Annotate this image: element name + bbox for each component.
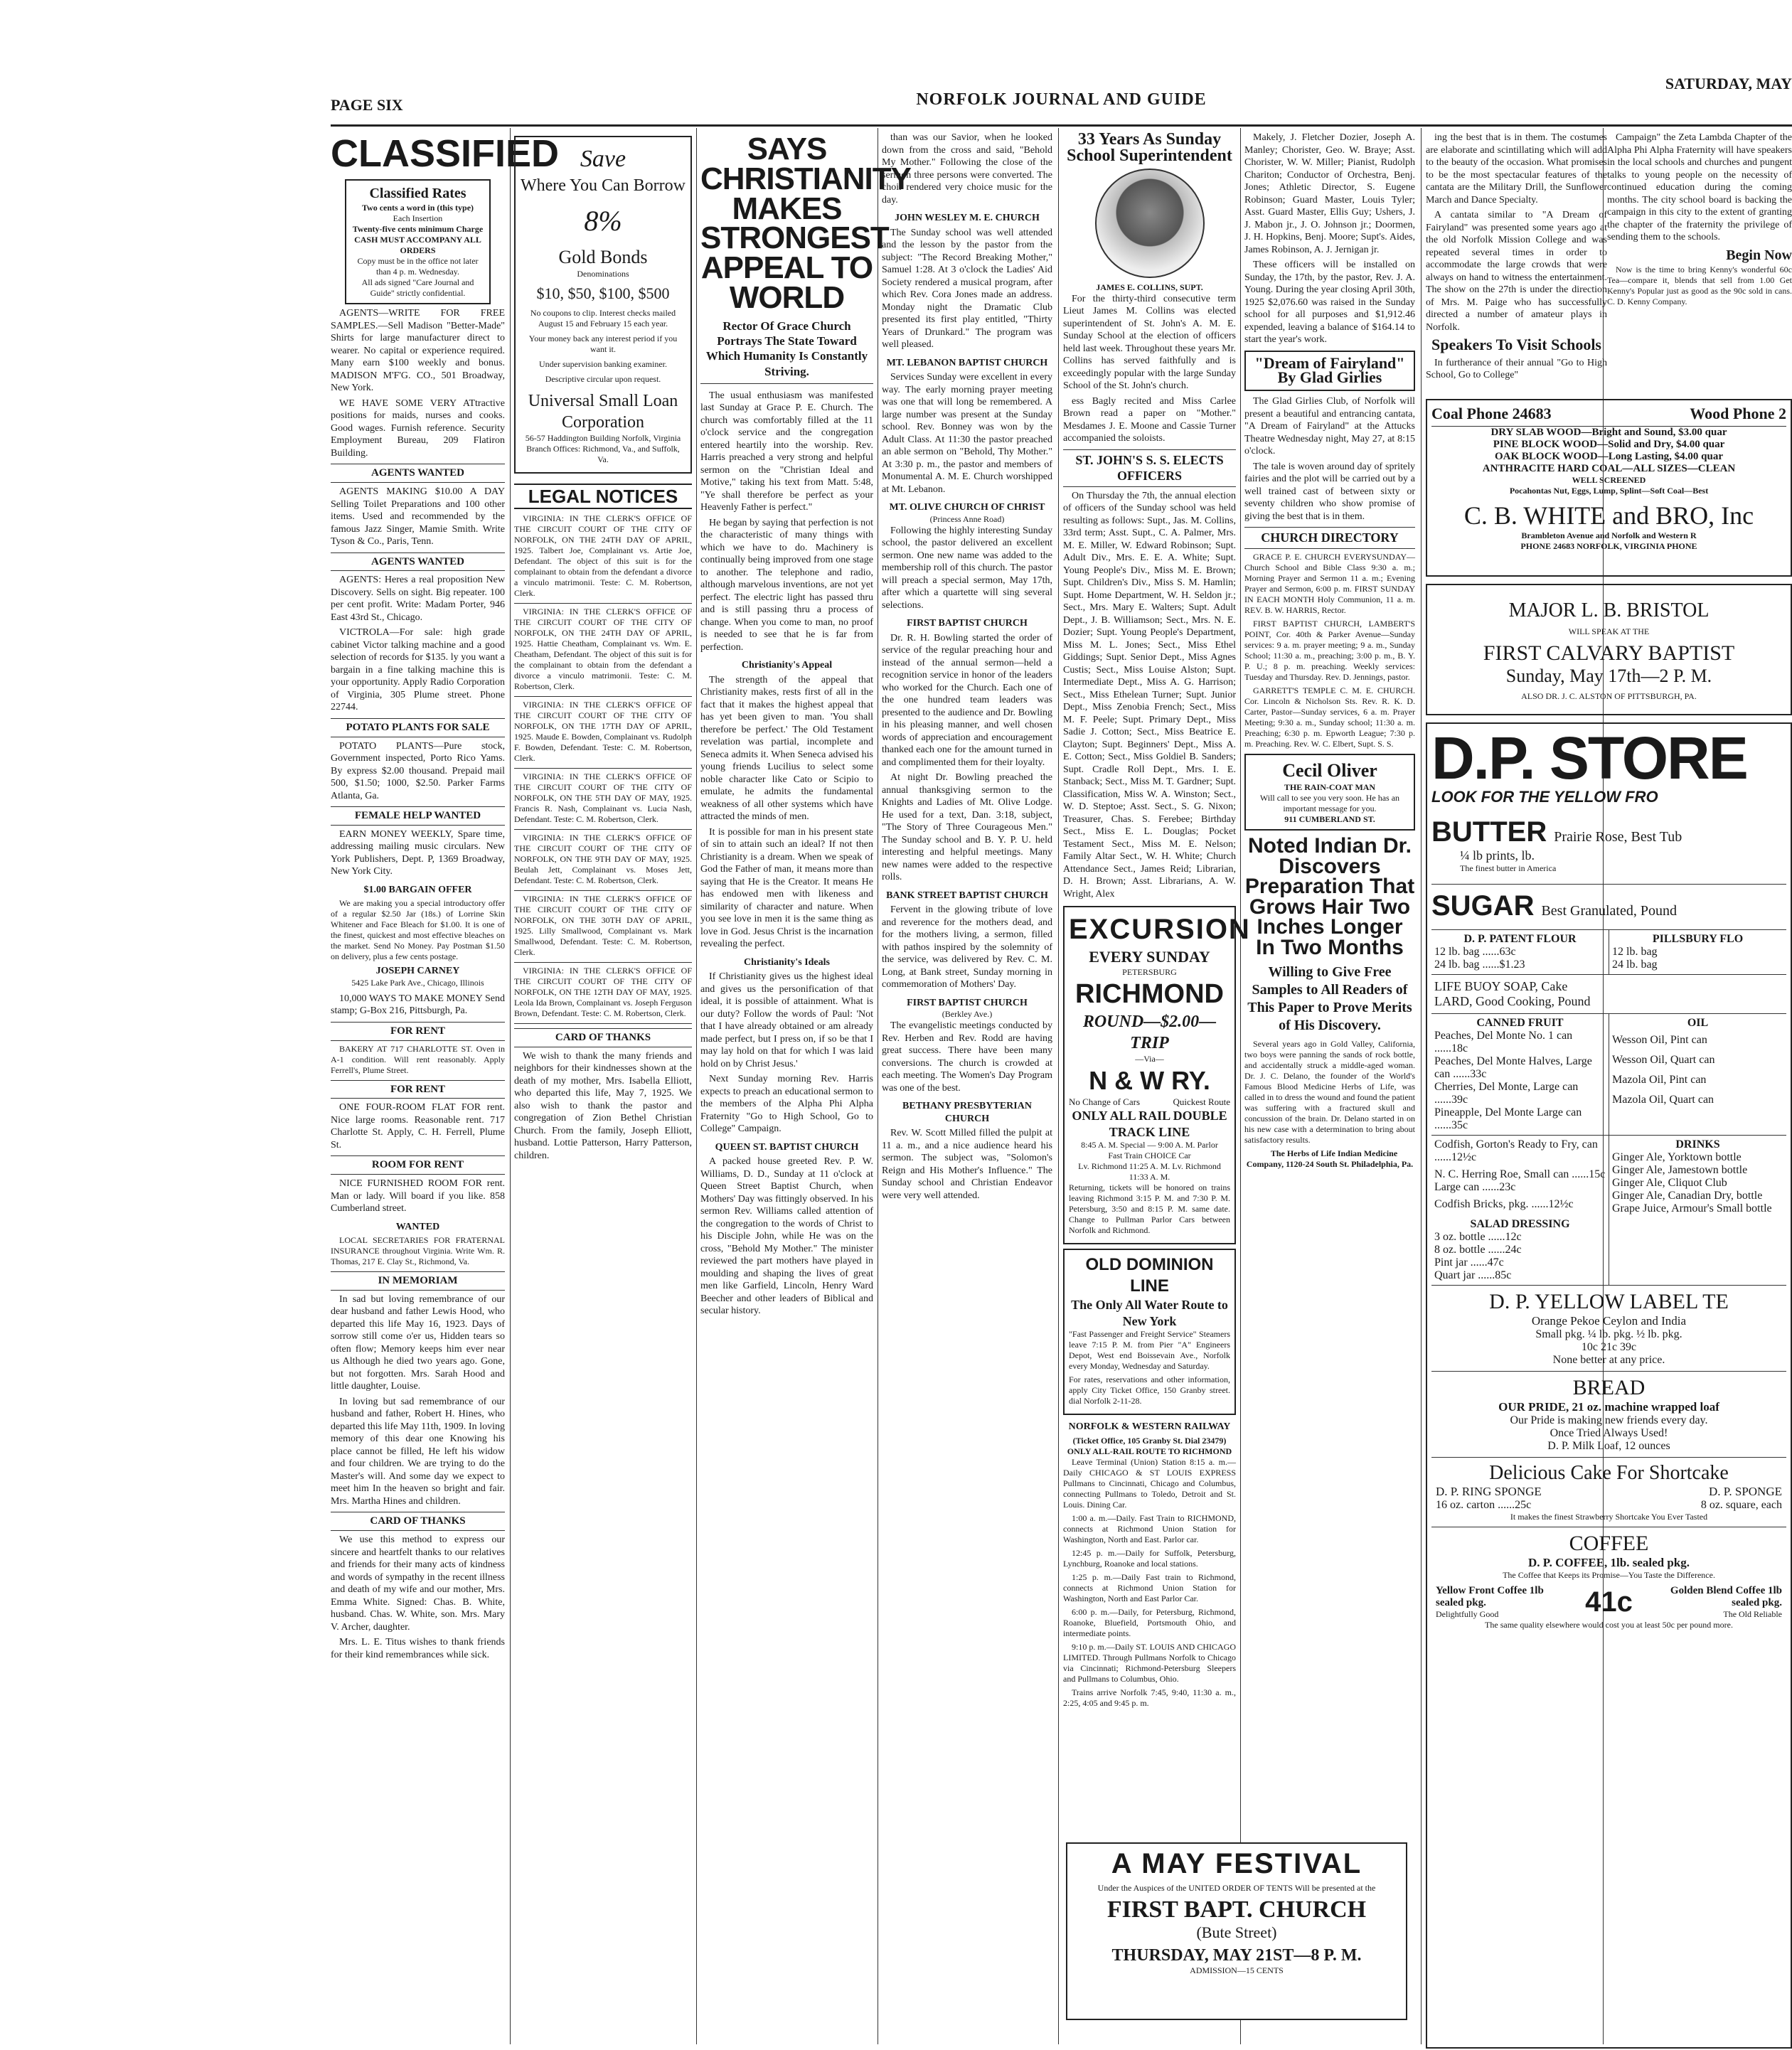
excursion-text: Fast Train CHOICE Car	[1108, 1151, 1191, 1161]
fruit-heading: CANNED FRUIT	[1476, 1017, 1564, 1029]
portrait-photo	[1095, 169, 1205, 278]
coffee-section	[1431, 1527, 1786, 1635]
cake-row	[1436, 1485, 1782, 1499]
article-headline: SAYS CHRISTIANITY MAKES STRONGEST APPEAL TO WORLD	[700, 132, 911, 315]
bread-line: Our Pride is making new friends every day.	[1510, 1414, 1708, 1426]
coffee-item: Delightfully Good	[1436, 1609, 1499, 1619]
loan-ad-text: Your money back any interest period if you want it.	[528, 333, 678, 354]
oil-item: Mazola Oil, Quart can	[1612, 1094, 1714, 1106]
butter-label: BUTTER	[1431, 816, 1547, 848]
section-heading: AGENTS WANTED	[331, 464, 505, 483]
advertiser-address: 5425 Lake Park Ave., Chicago, Illinois	[351, 977, 484, 988]
rates-line: All ads signed "Care Journal and Guide" strictly confidential.	[361, 277, 474, 299]
nw-logo: N & W RY.	[1089, 1066, 1210, 1096]
bread-section	[1431, 1371, 1786, 1457]
classified-ad: WE HAVE SOME VERY ATtractive positions for maids, nurses and cooks. Good wages. Furnish reference. Security Employment Bureau, 209 Flatiron Building.	[331, 397, 505, 459]
column-rule	[510, 128, 511, 2044]
raincoat-ad	[1244, 754, 1415, 831]
fish-item: Large can ......23c	[1434, 1181, 1516, 1193]
article-paragraph: Rev. W. Scott Milled filled the pulpit at 11 a. m., and a nice audience heard his sermon. The subject was, "Solomon's Reign and His Mother's Influence." The Sunday school and Christian Endeavor were very well attended.	[882, 1128, 1052, 1201]
rates-line: Copy must be in the office not later than 4 p. m. Wednesday.	[357, 256, 479, 277]
oil-item: Wesson Oil, Pint can	[1612, 1034, 1707, 1046]
nw-text: 6:00 p. m.—Daily, for Petersburg, Richmond, Roanoke, Bluefield, Portsmouth Ohio, and intermediate points.	[1063, 1606, 1236, 1638]
newspaper-page	[331, 75, 1792, 2044]
legal-notice: VIRGINIA: IN THE CLERK'S OFFICE OF THE CIRCUIT COURT OF THE CITY OF NORFOLK, ON THE 30TH DAY OF APRIL, 1925. Lilly Smallwood, Complainant vs. Mark Smallwood, Defendant. Teste: C. M. Robertson, Clerk.	[514, 894, 692, 963]
nw-subtitle: (Ticket Office, 105 Granby St. Dial 23479) ONLY ALL-RAIL ROUTE TO RICHMOND	[1067, 1435, 1232, 1456]
oil-heading: OIL	[1687, 1017, 1709, 1029]
directory-entry: FIRST BAPTIST CHURCH, LAMBERT'S POINT, Cor. 40th & Parker Avenue—Sunday services: 9 a. m. prayer meeting; 9 a. m., Sunday School; 11:30 a. m., preaching; 3:00 p. m., B. Y. P. U.; 8 p. m. preaching. Weekly services: Tuesday and Thursday. Rev. D. Jennings, pastor.	[1244, 618, 1415, 682]
article-paragraph: The strength of the appeal that Christianity makes, rests first of all in the fact that it makes the highest appeal that has yet been given to man. 'You shall therefore be perfect.' The Old Testament revelation was partial, incomplete and Seneca admits it. When Seneca advised his young friends Lucilius to select some noble character like Cato or Scipio to emulate, he admits the fundamental weakness of all other systems which have attracted the minds of men.	[700, 674, 873, 823]
excursion-row	[1069, 1096, 1230, 1108]
old-dominion-ad	[1063, 1249, 1236, 1415]
church-news-column	[882, 132, 1052, 2044]
section-heading: CARD OF THANKS	[514, 1028, 692, 1047]
article-paragraph: Makely, J. Fletcher Dozier, Joseph A. Manley; Chorister, Geo. W. Braye; Asst. Chorister, W. W. Miller; Pianist, Rudolph Chariton; Conductor of Orchestra, Benj. Jones; Athletic Director, S. Eugene Robinson; Guard Master, Louis Tyler; Asst. Guard Master, Ellis Guy; Ushers, J. J. Mabon jr., J. O. Johnson jr.; Doormen, J. H. Hopkins, Benj. Moore; Supt's. Aides, James Robinson, A. J. Jernigan jr.	[1244, 132, 1415, 255]
oil-list	[1609, 1014, 1786, 1135]
nw-title: NORFOLK & WESTERN RAILWAY	[1068, 1421, 1231, 1433]
drinks-list	[1609, 1136, 1786, 1285]
article-paragraph: Services Sunday were excellent in every way. The early morning prayer meeting was one that will long be remembered. A large number was present at the Sunday school. Rev. Bonney was won by the Adult Class. At 11:30 the pastor preached an able sermon on "Behold, Thy Mother." At 3:30 p. m., the pastor and members of Monumental A. M. E. Church worshipped at Mt. Lebanon.	[882, 372, 1052, 495]
soap-lard	[1431, 974, 1786, 1013]
salad-item: 3 oz. bottle ......12c	[1434, 1231, 1522, 1243]
soap-line: LIFE BUOY SOAP, Cake	[1434, 979, 1568, 993]
classified-rates-box	[345, 179, 491, 304]
excursion-price: ROUND—$2.00—TRIP	[1082, 1013, 1217, 1053]
hair-ad-headline: Noted Indian Dr. Discovers Preparation That Grows Hair Two Inches Longer In Two Months	[1244, 834, 1415, 959]
butter-note: The finest butter in America	[1460, 863, 1557, 873]
thanks-notice: We wish to thank the many friends and neighbors for their kindnesses shown at the death of my mother, Mrs. Isabella Elliott, who departed this life, May 7, 1925. We also wish to thank the pastor and congregation of Zion Bethel Christian Church. From the family, Joseph Elliott, husband. Lottie Patterson, Harry Patterson, children.	[514, 1050, 692, 1161]
article-deck: Rector Of Grace Church Portrays The State Toward Which Humanity Is Constantly Striving.	[700, 319, 873, 384]
nw-text: 12:45 p. m.—Daily for Suffolk, Petersburg, Lynchburg, Roanoke and local stations.	[1063, 1547, 1236, 1569]
dateline: SATURDAY, MAY	[1665, 75, 1792, 92]
loan-ad-branch: Branch Offices: Richmond, Va., and Suffolk, Va.	[526, 443, 680, 464]
section-heading: WANTED	[395, 1221, 440, 1232]
coal-ad-line: ANTHRACITE HARD COAL—ALL SIZES—CLEAN	[1482, 463, 1736, 474]
salad-item: 8 oz. bottle ......24c	[1434, 1244, 1522, 1256]
drink-item: Ginger Ale, Cliquot Club	[1612, 1177, 1727, 1189]
excursion-text: Lv. Richmond 11:25 A. M. Lv. Richmond 11:33 A. M.	[1078, 1161, 1221, 1183]
raincoat-text: Will call to see you very soon. He has an important message for you.	[1259, 793, 1400, 814]
loan-ad-text: Descriptive circular upon request.	[545, 373, 661, 384]
column-rule	[1421, 128, 1422, 2044]
drink-item: Ginger Ale, Canadian Dry, bottle	[1612, 1190, 1763, 1202]
classified-ad: POTATO PLANTS—Pure stock, Government inspected, Porto Rico Yams. By express $2.00 thousand. Prepaid mail 500, $1.50; 1000, $2.50. Parker Farms Atlanta, Ga.	[331, 740, 505, 801]
excursion-ad	[1063, 906, 1251, 1244]
drinks-heading: DRINKS	[1675, 1138, 1720, 1151]
fish-item: Codfish Bricks, pkg. ......12½c	[1434, 1198, 1574, 1210]
cake-note: It makes the finest Strawberry Shortcake You Ever Tasted	[1510, 1512, 1708, 1522]
cake-row	[1436, 1499, 1782, 1512]
coffee-row	[1436, 1585, 1782, 1620]
section-heading: $1.00 BARGAIN OFFER	[363, 884, 472, 895]
fairyland-continued	[1426, 132, 1607, 388]
drink-item: Ginger Ale, Yorktown bottle	[1612, 1151, 1742, 1163]
loan-ad-where: Where You Can Borrow	[521, 176, 686, 195]
article-headline: ST. JOHN'S S. S. ELECTS OFFICERS	[1063, 449, 1236, 487]
drink-item: Ginger Ale, Jamestown bottle	[1612, 1164, 1748, 1176]
salad-item: Quart jar ......85c	[1434, 1269, 1512, 1281]
excursion-text: Returning, tickets will be honored on trains leaving Richmond 3:15 P. M. and 7:30 P. M. Petersburg, 3:50 and 8:15 P. M. same date. Change to Pullman Parlor Cars between Norfolk and Richmond.	[1069, 1183, 1230, 1236]
classified-ad: VICTROLA—For sale: high grade cabinet Victor talking machine and a good selection of records for $135. ly you want a bargain in a fine talking machine this is your opportunity. Apply Radio Corporation of Virginia, 305 Plume street. Phone 22744.	[331, 627, 505, 713]
loan-ad-save: Save	[580, 146, 626, 172]
yellow-front-coffee	[1436, 1585, 1564, 1620]
coal-ad-company: C. B. WHITE and BRO, Inc	[1463, 501, 1754, 530]
fruit-item: Peaches, Del Monte No. 1 can ......18c	[1434, 1030, 1573, 1055]
legal-notice: VIRGINIA: IN THE CLERK'S OFFICE OF THE CIRCUIT COURT OF THE CITY OF NORFOLK, ON THE 24TH DAY OF APRIL, 1925. Talbert Joe, Complainant vs. Artie Joe, Defendant. The object of this suit is for the complainant to obtain from the defendant a divorce a vinculo matrimonii. Teste: C. M. Robertson, Clerk.	[514, 513, 692, 604]
church-heading: BANK STREET BAPTIST CHURCH	[886, 890, 1048, 901]
may-festival-street: (Bute Street)	[1196, 1923, 1277, 1941]
article-paragraph: A packed house greeted Rev. P. W. Williams, D. D., Sunday at 11 o'clock at Queen Street Baptist Church, when Mothers' Day was fittingly observed. In his sermon Rev. Williams called attention of the congregation to the words of Christ to his Disciple John, while He was on the cross, "Behold My Mother." The minister reviewed the part mothers have played in moulding and shaping the lives of great men like Garfield, Lincoln, Henry Ward Beecher and other leaders of Biblical and secular history.	[700, 1156, 873, 1317]
rates-line: Two cents a word in (this type)	[361, 203, 474, 213]
section-heading: FOR RENT	[331, 1080, 505, 1099]
nw-text: 1:25 p. m.—Daily Fast train to Richmond, connects at Richmond Union Station for Washington, North and East Parlor Car.	[1063, 1571, 1236, 1603]
may-festival-title: A MAY FESTIVAL	[1111, 1848, 1362, 1879]
classified-ad: AGENTS MAKING $10.00 A DAY Selling Toilet Preparations and 100 other items. Used and recommended by the famous Jazz Singer, Mamie Smith. Write Tyson & Co., Paris, Tenn.	[331, 486, 505, 548]
thanks-notice: Mrs. L. E. Titus wishes to thank friends for their kind remembrances while sick.	[331, 1637, 505, 1660]
tea-ad-heading: Begin Now	[1726, 247, 1792, 263]
fairyland-column	[1244, 132, 1415, 1835]
loan-ad	[514, 136, 692, 474]
salad-heading: SALAD DRESSING	[1470, 1218, 1570, 1230]
tea-heading: D. P. YELLOW LABEL TE	[1489, 1290, 1729, 1313]
oil-item: Mazola Oil, Pint can	[1612, 1074, 1707, 1086]
rates-line: Twenty-five cents minimum Charge	[352, 224, 484, 235]
drink-item: Grape Juice, Armour's Small bottle	[1612, 1202, 1772, 1214]
dp-store-title: D.P. STORE	[1431, 725, 1747, 791]
section-heading: POTATO PLANTS FOR SALE	[331, 718, 505, 737]
bristol-venue: FIRST CALVARY BAPTIST	[1483, 641, 1735, 665]
classified-ad: BAKERY AT 717 CHARLOTTE ST. Oven in A-1 condition. Will rent reasonably. Apply Ferrell's, Plume Street.	[331, 1043, 505, 1075]
church-subheading: (Princess Anne Road)	[929, 513, 1005, 524]
loan-ad-text: No coupons to clip. Interest checks mailed August 15 and February 15 each year.	[530, 307, 676, 329]
may-festival-admission: ADMISSION—15 CENTS	[1190, 1965, 1284, 1975]
church-heading: BETHANY PRESBYTERIAN CHURCH	[902, 1101, 1032, 1124]
bread-line: D. P. Milk Loaf, 12 ounces	[1547, 1440, 1670, 1452]
may-festival-date: THURSDAY, MAY 21ST—8 P. M.	[1111, 1946, 1362, 1965]
legal-notice: VIRGINIA: IN THE CLERK'S OFFICE OF THE CIRCUIT COURT OF THE CITY OF NORFOLK, ON THE 5TH DAY OF MAY, 1925. Francis R. Nash, Complainant vs. Lucia Nash, Defendant. Teste: C. M. Robertson, Clerk.	[514, 772, 692, 830]
coffee-item: Yellow Front Coffee 1lb sealed pkg.	[1436, 1585, 1544, 1608]
raincoat-name: Cecil Oliver	[1282, 759, 1377, 781]
legal-notice: VIRGINIA: IN THE CLERK'S OFFICE OF THE CIRCUIT COURT OF THE CITY OF NORFOLK, ON THE 24TH DAY OF APRIL, 1925. Hattie Cheatham, Complainant vs. Wm. E. Cheatham, Defendant. The object of this suit is for the complainant to obtain from the defendant a divorce a vinculo matrimonii. Teste: C. M. Robertson, Clerk.	[514, 607, 692, 697]
article-subhead: QUEEN ST. BAPTIST CHURCH	[715, 1141, 859, 1153]
directory-entry: GRACE P. E. CHURCH EVERYSUNDAY—Church School and Bible Class 9:30 a. m.; Morning Prayer and Sermon 11 a. m.; Evening Prayer and Sermon, 6:00 p. m. FIRST SUNDAY IN EACH MONTH Holy Communion, 11 a. m. REV. B. W. HARRIS, Rector.	[1244, 551, 1415, 615]
advertiser-name: JOSEPH CARNEY	[375, 966, 460, 977]
butter-desc: Prairie Rose, Best Tub	[1554, 829, 1682, 845]
coal-ad-line: DRY SLAB WOOD—Bright and Sound, $3.00 quar	[1490, 427, 1727, 438]
tea-line: Small pkg. ¼ lb. pkg. ½ lb. pkg.	[1535, 1328, 1682, 1340]
excursion-text: No Change of Cars	[1069, 1096, 1141, 1108]
article-paragraph: Following the highly interesting Sunday school, the pastor delivered an excellent sermon. One new name was added to the membership roll of this church. The pastor will preach a special sermon, May 17th, after which a quartette will sing several selections.	[882, 525, 1052, 611]
column-rule	[1058, 128, 1059, 2044]
bread-heading: BREAD	[1572, 1376, 1646, 1399]
directory-entry: GARRETT'S TEMPLE C. M. E. CHURCH. Cor. Lincoln & Nicholson Sts. Rev. R. K. D. Carter, Pastor—Sunday services, 6 a. m. Prayer Meeting; 9:30 a. m., Sunday school; 11:30 a. m. Preaching; 6:30 p. m. Epworth League; 7:30 p. m. Preaching. Rev. W. C. Elbert, Supt. S. S.	[1244, 685, 1415, 749]
loan-ad-corp: Universal Small Loan Corporation	[528, 391, 678, 432]
nw-text: Trains arrive Norfolk 7:45, 9:40, 11:30 a. m., 2:25, 4:05 and 9:45 p. m.	[1063, 1687, 1236, 1708]
article-paragraph: The Glad Girlies Club, of Norfolk will present a beautiful and entrancing cantata, "A Dream of Fairyland" at the Attucks Theatre Wednesday night, May 27, at 8:15 o'clock.	[1244, 396, 1415, 457]
section-heading: CARD OF THANKS	[331, 1512, 505, 1531]
odl-text: For rates, reservations and other information, apply City Ticket Office, 150 Granby street. dial Norfolk 2-11-28.	[1069, 1374, 1230, 1406]
classified-ad: AGENTS: Heres a real proposition New Discovery. Sells on sight. Big repeater. 100 per cent profit. Write: Madam Porter, 946 East 43rd St., Chicago.	[331, 575, 505, 623]
coal-ad-line: Pocahontas Nut, Eggs, Lump, Splint—Soft Coal—Best	[1509, 486, 1709, 496]
may-festival-ad	[1066, 1842, 1407, 2020]
flour-price: 12 lb. bag ......63c	[1434, 946, 1516, 958]
section-heading: FOR RENT	[331, 1022, 505, 1041]
article-paragraph: Fervent in the glowing tribute of love and reverence for the mothers dead, and for the mothers living, a sermon, filled with pathos inspired by the solemnity of the service, was delivered by Rev. C. M. Long, at Bank street, Sunday morning in commemoration of Mothers' Day.	[882, 904, 1052, 990]
article-paragraph: On Thursday the 7th, the annual election of officers of the Sunday school was held resulting as follows: Supt., Jas. M. Collins, 33rd term; Asst. Supt., C. A. Palmer, Mrs. M. E. Miller, W. Edward Robinson; Supt. Adult Div., Mrs. E. E. A. White; Supt. Young People's Div., Miss M. E. Brown; Supt. Children's Div., Miss S. M. Hamlin; Supt. Home Department, W. H. Seldon jr.; Sect., Mrs. Mary E. Walters; Supt. Adult Dept., J. B. Williamson; Sect., Mrs. N. E. Dozier; Supt. Young People's Department, Miss M. L. Jones; Sect., Miss Ethel Giddings; Supt. Senior Dept., Miss Agnes Custis; Sect., Miss Louise Alston; Supt. Intermediate Dept., Miss A. G. Harrison; Sect., Miss Ethelean Turner; Supt. Junior Dept., Miss Zenobia French; Sect., Miss M. F. Peele; Supt. Primary Dept., Miss Sadie J. Cotton; Sect., Miss Beatrice E. Clayton; Supt. Beginners' Dept., Miss A. E. Cotton; Sect., Miss Goldiel B. Sanders; Supt. Cradle Roll Dept., Mrs. I. E. Stanback; Sect., Miss M. T. Gardner; Supt. Classification, Miss W. A. Winston; Sect., W. D. Steptoe; Asst. Sect., S. G. Nixon; Treasurer, Chas. S. Ferebee; Birthday Sect., Miss E. L. Douglas; Pocket Testament Sect., Miss M. E. Nelson; Family Altar Sect., W. H. White; Church Attendance Sect., James Reid; Librarian, D. H. Brown; Asst. Librarians, A. W. Wright, Alex	[1063, 490, 1236, 899]
church-heading: MT. LEBANON BAPTIST CHURCH	[886, 357, 1048, 368]
odl-subtitle: The Only All Water Route to New York	[1071, 1298, 1228, 1328]
wood-phone: Wood Phone 2	[1690, 405, 1786, 422]
rates-line: CASH MUST ACCOMPANY ALL ORDERS	[354, 235, 481, 256]
article-paragraph: It is possible for man in his present state of sin to attain such an ideal? If not then Christianity is a dream. When we speak of God the Father of man, it means more than saying that He is the Creator. It means He has endowed men with likeness and similarity of character and nature. When you see love in men it is the same thing as love in God. Jesus Christ is the incarnation revealing the perfect.	[700, 826, 873, 950]
fish-drinks-section	[1431, 1135, 1786, 1285]
classified-ad: EARN MONEY WEEKLY, Spare time, addressing mailing music circulars. New York Publishers, Dept. P, 1369 Broadway, New York City.	[331, 828, 505, 877]
memoriam-notice: In loving but sad remembrance of our husband and father, Robert H. Hines, who departed this life May 11th, 1909. In loving memory of this dear one Knowing his place cannot be filled, He left his widow and four children. We are trying to do the Master's will. And some day we expect to meet him In the heaven so bright and fair. Mrs. Martha Hines and children.	[331, 1396, 505, 1507]
article-paragraph: If Christianity gives us the highest ideal and gives us the personification of that ideal, it is possible of attainment. What is our duty? Follow the words of Paul: 'Not that I have already obtained or am already made perfect, but I press on, if so be that I may lay hold on that for which I was laid hold on by Christ Jesus.'	[700, 971, 873, 1069]
classified-column	[331, 132, 560, 2044]
bread-line: Once Tried Always Used!	[1550, 1427, 1668, 1439]
nw-text: 1:00 a. m.—Daily. Fast Train to RICHMOND, connects at Richmond Union Station for Washington, North and East. Parlor car.	[1063, 1512, 1236, 1544]
coal-ad-line: OAK BLOCK WOOD—Long Lasting, $4.00 quar	[1494, 451, 1724, 462]
nw-text: 9:10 p. m.—Daily ST. LOUIS AND CHICAGO LIMITED. Through Pullmans Norfolk to Chicago via Cincinnati; Richmond-Petersburg Sleepers and Pullmans to Columbus, Ohio.	[1063, 1641, 1236, 1684]
butter-prints: ¼ lb prints, lb.	[1460, 848, 1535, 863]
column-rule	[1240, 128, 1241, 2044]
fish-list	[1431, 1136, 1609, 1285]
coal-ad-phone: PHONE 24683 NORFOLK, VIRGINIA PHONE	[1520, 541, 1697, 551]
article-paragraph: The Sunday school was well attended and the lesson by the pastor from the subject: "The Record Breaking Mother," Samuel 1:28. At 3 o'clock the Ladies' Aid Society rendered a musical program, after which Rev. Cora Jones made an address. Monday night the Dramatic Club presented its first play entitled, "Thirty Years of Drunkard." The program was well pleased.	[882, 227, 1052, 350]
section-heading: AGENTS WANTED	[331, 552, 505, 572]
article-paragraph: ing the best that is in them. The costumes are elaborate and scintillating which will add to the beauty of the occasion. What promises to be the most spectacular features of the cantata are the Military Drill, the Sunflower March and Dance Specialty.	[1426, 132, 1607, 205]
fruit-item: Peaches, Del Monte Halves, Large can ......33c	[1434, 1055, 1592, 1080]
legal-notice: VIRGINIA: IN THE CLERK'S OFFICE OF THE CIRCUIT COURT OF THE CITY OF NORFOLK, ON THE 12TH DAY OF MAY, 1925. Leola Ida Brown, Complainant vs. Joseph Ferguson Brown, Defendant. Teste: C. M. Robertson, Clerk.	[514, 966, 692, 1024]
dp-store-tagline: LOOK FOR THE YELLOW FRO	[1431, 788, 1658, 806]
nw-text: Leave Terminal (Union) Station 8:15 a. m.—Daily CHICAGO & ST LOUIS EXPRESS Pullmans to Cincinnati, Chicago and Columbus, connecting Pullmans to Toledo, Detroit and St. Louis. Dining Car.	[1063, 1456, 1236, 1510]
excursion-text: —Via—	[1135, 1054, 1164, 1064]
church-directory-heading: CHURCH DIRECTORY	[1244, 527, 1415, 549]
article-paragraph: A cantata similar to "A Dream of Fairyland" was presented some years ago at the old Norfolk Mission College and was repeated several times in order to accommodate the large crowds that were always on hand to witness the entertainment. The show on the 27th is under the direction of Mrs. M. Paige who has successfully directed a number of amateur plays in Norfolk.	[1426, 210, 1607, 333]
church-subheading: (Berkley Ave.)	[942, 1009, 993, 1019]
excursion-title: EXCURSION	[1069, 914, 1251, 946]
butter-row	[1431, 816, 1786, 848]
coal-ad-addr: Brambleton Avenue and Norfolk and Western R	[1521, 530, 1697, 540]
bristol-text: WILL SPEAK AT THE	[1568, 626, 1650, 636]
coal-ad-phones	[1431, 405, 1786, 427]
article-paragraph: The evangelistic meetings conducted by Rev. Herben and Rev. Rodd are having great success. There have been many conversions. The church is crowded at each meeting. The Women's Day Program was one of the best.	[882, 1020, 1052, 1094]
coffee-line: The Coffee that Keeps its Promise—You Taste the Difference.	[1503, 1570, 1715, 1580]
classified-ad: AGENTS—WRITE FOR FREE SAMPLES.—Sell Madison "Better-Made" Shirts for large manufacturer direct to wearer. No capital or experience required. Many earn $100 weekly and bonus. MADISON M'F'G. CO., 501 Broadway, New York.	[331, 308, 505, 394]
coffee-item: Golden Blend Coffee 1lb sealed pkg.	[1670, 1585, 1782, 1608]
coffee-line: D. P. COFFEE, 1lb. sealed pkg.	[1527, 1556, 1690, 1569]
cake-section	[1431, 1457, 1786, 1527]
cake-item: D. P. SPONGE	[1709, 1485, 1782, 1498]
loan-ad-addr: 56-57 Haddington Building Norfolk, Virginia	[525, 432, 681, 443]
article-headline: Speakers To Visit Schools	[1431, 336, 1601, 353]
header-rule	[331, 124, 1792, 127]
memoriam-notice: In sad but loving remembrance of our dear husband and father Lewis Hood, who departed this life May 16, 1923. Days of sorrow still come o'er us, Hidden tears so often flow; Memory keeps him ever near us Although he died two years ago. Gone, but not forgotten. Mrs. Sarah Hood and little daughter, Louise.	[331, 1293, 505, 1392]
article-paragraph: For the thirty-third consecutive term Lieut James M. Collins was elected superintendent of St. John's A. M. E. Sunday School at the election of officers held last week. Throughout these years Mr. Collins has served faithfully and is exceedingly popular with the large Sunday School of the St. John's church.	[1063, 293, 1236, 392]
loan-ad-denoms: $10, $50, $100, $500	[536, 284, 670, 302]
cake-heading: Delicious Cake For Shortcake	[1489, 1462, 1729, 1484]
coffee-heading: COFFEE	[1569, 1532, 1649, 1555]
flour-section	[1431, 929, 1786, 974]
classified-ad: 10,000 WAYS TO MAKE MONEY Send stamp; G-Box 216, Pittsburgh, Pa.	[331, 993, 505, 1017]
nw-railway-schedule	[1063, 1421, 1236, 1709]
raincoat-addr: 911 CUMBERLAND ST.	[1284, 814, 1375, 825]
loan-ad-text: Under supervision banking examiner.	[539, 358, 667, 369]
tea-line: None better at any price.	[1552, 1354, 1665, 1366]
page-number: PAGE SIX	[331, 96, 403, 114]
article-headline: "Dream of Fairyland" By Glad Girlies	[1244, 351, 1415, 392]
rates-line: Each Insertion	[393, 213, 443, 224]
article-paragraph: Next Sunday morning Rev. Harris expects to preach an educational sermon to the members of the Alpha Phi Alpha Fraternity "Go to High School, Go to College" Campaign.	[700, 1074, 873, 1135]
article-paragraph: Campaign" the Zeta Lambda Chapter of the Alpha Phi Alpha Fraternity will have speakers in the local schools and churches and pungent talks to young people on the necessity of continued education during the coming months. The city school board is backing the campaign in this city to the extent of granting the chapter of the fraternity the privilege of sending them to the schools.	[1607, 132, 1792, 242]
column-rule	[696, 128, 697, 2044]
coal-ad-line: PINE BLOCK WOOD—Solid and Dry, $4.00 quar	[1493, 439, 1725, 450]
bristol-date: Sunday, May 17th—2 P. M.	[1505, 666, 1712, 686]
tea-section	[1431, 1285, 1786, 1371]
article-paragraph: The usual enthusiasm was manifested last Sunday at Grace P. E. Church. The church was comfortably filled at the 11 o'clock service and the congregation entered heartily into the worship. Rev. Harris preached a very strong and helpful sermon on the "Christian Ideal and Motive," taking his text from Matt. 5:48, "Ye shall therefore be perfect as your Heavenly Father is perfect."	[700, 390, 873, 513]
fraternity-column	[1607, 132, 1792, 388]
flour-price: 24 lb. bag ......$1.23	[1434, 959, 1525, 971]
excursion-city: RICHMOND	[1075, 978, 1224, 1009]
hair-ad-company: The Herbs of Life Indian Medicine Company, 1120-24 South St. Philadelphia, Pa.	[1246, 1148, 1414, 1170]
section-heading: FEMALE HELP WANTED	[331, 806, 505, 826]
classified-ad: LOCAL SECRETARIES FOR FRATERNAL INSURANCE throughout Virginia. Write Wm. R. Thomas, 217 E. Clay St., Richmond, Va.	[331, 1235, 505, 1267]
fish-item: N. C. Herring Roe, Small can ......15c	[1434, 1168, 1606, 1180]
article-paragraph: than was our Savior, when he looked down from the cross and said, "Behold My Mother." Following the close of the sermon three persons were converted. The choir rendered very choice music for the day.	[882, 132, 1052, 205]
dp-store-ad	[1426, 722, 1792, 2049]
sugar-row	[1431, 884, 1786, 922]
fruit-oil-section	[1431, 1013, 1786, 1135]
excursion-text: 8:45 A. M. Special — 9:00 A. M. Parlor	[1081, 1140, 1218, 1151]
rates-title: Classified Rates	[369, 186, 466, 202]
tea-ad-text: Now is the time to bring Kenny's wonderful 60c Tea—compare it, blends that sell from 1.00 Get Kenny's Popular just as good as the 90c sold in cans. C. D. Kenny Company.	[1607, 264, 1792, 306]
church-heading: JOHN WESLEY M. E. CHURCH	[895, 213, 1040, 223]
page-header	[331, 75, 1792, 124]
section-heading: ROOM FOR RENT	[331, 1155, 505, 1175]
flour-heading: D. P. PATENT FLOUR	[1463, 933, 1577, 945]
christianity-article	[700, 132, 911, 2044]
tea-line: 10c 21c 39c	[1581, 1341, 1637, 1353]
dp-flour	[1431, 930, 1609, 974]
oil-item: Wesson Oil, Quart can	[1612, 1054, 1715, 1066]
fruit-item: Pineapple, Del Monte Large can ......35c	[1434, 1106, 1582, 1131]
odl-text: "Fast Passenger and Freight Service" Steamers leave 7:15 P. M. from Pier "A" Engineers Depot, West end Boissevain Ave., Norfolk every Monday, Wednesday and Saturday.	[1069, 1329, 1230, 1372]
legal-column	[514, 132, 692, 2044]
thanks-notice: We use this method to express our sincere and heartfelt thanks to our relatives and friends for their many acts of kindness and words of sympathy in the recent illness and death of my wife and our mother, Mrs. Emma White. Signed: Chas. B. White, husband. Chas. W. White, son. Mrs. Mary V. Archer, daughter.	[331, 1534, 505, 1633]
pillsbury-flour	[1609, 930, 1786, 974]
tea-line: Orange Pekoe Ceylon and India	[1531, 1314, 1687, 1328]
photo-caption: JAMES E. COLLINS, SUPT.	[1096, 282, 1203, 292]
bristol-ad	[1426, 584, 1792, 715]
raincoat-title: THE RAIN-COAT MAN	[1284, 782, 1376, 793]
lard-line: LARD, Good Cooking, Pound	[1434, 994, 1591, 1008]
coffee-price: 41c	[1585, 1586, 1633, 1618]
church-heading: FIRST BAPTIST CHURCH	[907, 618, 1028, 629]
article-paragraph: He began by saying that perfection is not the characteristic of many things with which we have to do. Machinery is continually being improved from one stage to another. The telephone and radio, although marvelous inventions, are not yet perfect. The electric light has passed thru and is still passing thru a process of change. When you come to man, no proof is needed to see that he is far from perfection.	[700, 517, 873, 653]
flour-price: 24 lb. bag	[1612, 959, 1658, 971]
legal-notice: VIRGINIA: IN THE CLERK'S OFFICE OF THE CIRCUIT COURT OF THE CITY OF NORFOLK, ON THE 17TH DAY OF APRIL, 1925. Maude E. Bowden, Complainant vs. Rudolph F. Bowden, Defendant. Teste: C. M. Robertson, Clerk.	[514, 700, 692, 769]
may-festival-text: Under the Auspices of the UNITED ORDER OF TENTS Will be presented at the	[1097, 1883, 1376, 1893]
article-paragraph: These officers will be installed on Sunday, the 17th, by the pastor, Rev. J. A. Young. During the year closing April 30th, 1925 $2,076.60 was raised in the Sunday school for all purposes and $1,912.46 expended, leaving a balance of $164.14 to start the year's work.	[1244, 260, 1415, 345]
golden-blend-coffee	[1654, 1585, 1782, 1620]
classified-heading: CLASSIFIED	[331, 132, 560, 175]
bristol-name: MAJOR L. B. BRISTOL	[1508, 599, 1710, 621]
hair-ad-subhead: Willing to Give Free Samples to All Readers of This Paper to Prove Merits of His Discovery.	[1247, 964, 1412, 1034]
excursion-text: ONLY ALL RAIL DOUBLE TRACK LINE	[1072, 1109, 1227, 1139]
cake-item: 8 oz. square, each	[1700, 1499, 1782, 1511]
article-paragraph: Dr. R. H. Bowling started the order of service of the regular preaching hour and instead of the annual sermon—held a recognition service in honor of the leaders who worked for the Church. Each one of the one hundred team leaders was presented to the audience and Dr. Bowling in his pleasing manner, and well chosen words of appreciation and encouragement thanked each one for the amount turned in and complimented them for their loyalty.	[882, 632, 1052, 768]
article-subhead: Christianity's Ideals	[744, 956, 830, 968]
classified-ad: We are making you a special introductory offer of a regular $2.50 Jar (18s.) of Lorrine Skin Whitener and Face Bleach for $1.00. It is one of the finest, quickest and most effective bleaches on the market. Send No Money. Pay Postman $1.50 on delivery, plus a few cents postage.	[331, 898, 505, 962]
article-paragraph: At night Dr. Bowling preached the annual thanksgiving sermon to the Knights and Ladies of Mt. Olive Lodge. He used for a text, Dan. 3:18, subject, "The Story of Three Courageous Men." The Sunday school and B. Y. P. U. held interesting and helpful meetings. Many new names were added to the respective rolls.	[882, 772, 1052, 882]
sugar-label: SUGAR	[1431, 890, 1535, 922]
classified-ad: ONE FOUR-ROOM FLAT FOR rent. Nice large rooms. Reasonable rent. 717 Charlotte St. Apply, C. H. Ferrell, Plume St.	[331, 1102, 505, 1151]
coal-ad	[1426, 399, 1792, 577]
article-headline: 33 Years As Sunday School Superintendent	[1067, 130, 1232, 165]
masthead: NORFOLK JOURNAL AND GUIDE	[916, 90, 1207, 109]
cake-item: D. P. RING SPONGE	[1436, 1485, 1542, 1498]
section-heading: IN MEMORIAM	[331, 1271, 505, 1291]
bread-line: OUR PRIDE, 21 oz. machine wrapped loaf	[1498, 1400, 1719, 1414]
hair-ad-text: Several years ago in Gold Valley, California, two boys were panning the sands of rock bottle, and accidentally struck a middle-aged woman. Dr. J. C. Delano, the founder of the World's Famous Blood Medicine Herbs of Life, was called in to dress the wound and found the patient was suffering with a fractured skull and concussion of the brain. Dr. Delano started in on his new case with a determination to bring about satisfactory results.	[1244, 1039, 1415, 1146]
excursion-text: PETERSBURG	[1122, 966, 1177, 977]
fish-item: Codfish, Gorton's Ready to Fry, can ......12½c	[1434, 1138, 1598, 1163]
coal-ad-line: WELL SCREENED	[1572, 475, 1646, 485]
excursion-text: Quickest Route	[1173, 1096, 1230, 1108]
loan-ad-denoms-label: Denominations	[577, 269, 629, 279]
sugar-desc: Best Granulated, Pound	[1541, 903, 1677, 919]
excursion-subtitle: EVERY SUNDAY	[1089, 948, 1210, 966]
legal-heading: LEGAL NOTICES	[514, 484, 692, 510]
flour-heading: PILLSBURY FLO	[1652, 933, 1744, 945]
canned-fruit	[1431, 1014, 1609, 1135]
cake-item: 16 oz. carton ......25c	[1436, 1499, 1532, 1511]
article-paragraph: The tale is woven around day of spritely fairies and the plot will be carried out by a well trained cast of between sixty or seventy children who show promise of giving the best that is in them.	[1244, 461, 1415, 522]
article-subhead: Christianity's Appeal	[741, 660, 833, 671]
church-heading: MT. OLIVE CHURCH OF CHRIST	[889, 502, 1045, 513]
flour-price: 12 lb. bag	[1612, 946, 1658, 958]
coal-phone: Coal Phone 24683	[1431, 405, 1552, 422]
coffee-note: The same quality elsewhere would cost you at least 50c per pound more.	[1485, 1620, 1733, 1630]
classified-ad: NICE FURNISHED ROOM FOR rent. Man or lady. Will board if you like. 858 Cumberland street.	[331, 1178, 505, 1214]
article-paragraph: ess Bagly recited and Miss Carlee Brown read a paper on "Mother." Mesdames J. E. Moone and Cassie Turner accompanied the soloists.	[1063, 395, 1236, 444]
coffee-item: The Old Reliable	[1723, 1609, 1782, 1619]
loan-ad-rate: 8%	[584, 204, 622, 237]
fruit-item: Cherries, Del Monte, Large can ......39c	[1434, 1081, 1579, 1106]
bristol-text: ALSO DR. J. C. ALSTON OF PITTSBURGH, PA.	[1521, 691, 1697, 701]
article-paragraph: In furtherance of their annual "Go to High School, Go to College"	[1426, 357, 1607, 381]
legal-notice: VIRGINIA: IN THE CLERK'S OFFICE OF THE CIRCUIT COURT OF THE CITY OF NORFOLK, ON THE 9TH DAY OF MAY, 1925. Beulah Jett, Complainant vs. Moses Jett, Defendant. Teste: C. M. Robertson, Clerk.	[514, 833, 692, 891]
church-heading: FIRST BAPTIST CHURCH	[907, 997, 1028, 1008]
loan-ad-gold: Gold Bonds	[558, 246, 648, 267]
salad-item: Pint jar ......47c	[1434, 1256, 1504, 1269]
may-festival-venue: FIRST BAPT. CHURCH	[1106, 1896, 1367, 1923]
odl-title: OLD DOMINION LINE	[1085, 1255, 1214, 1296]
